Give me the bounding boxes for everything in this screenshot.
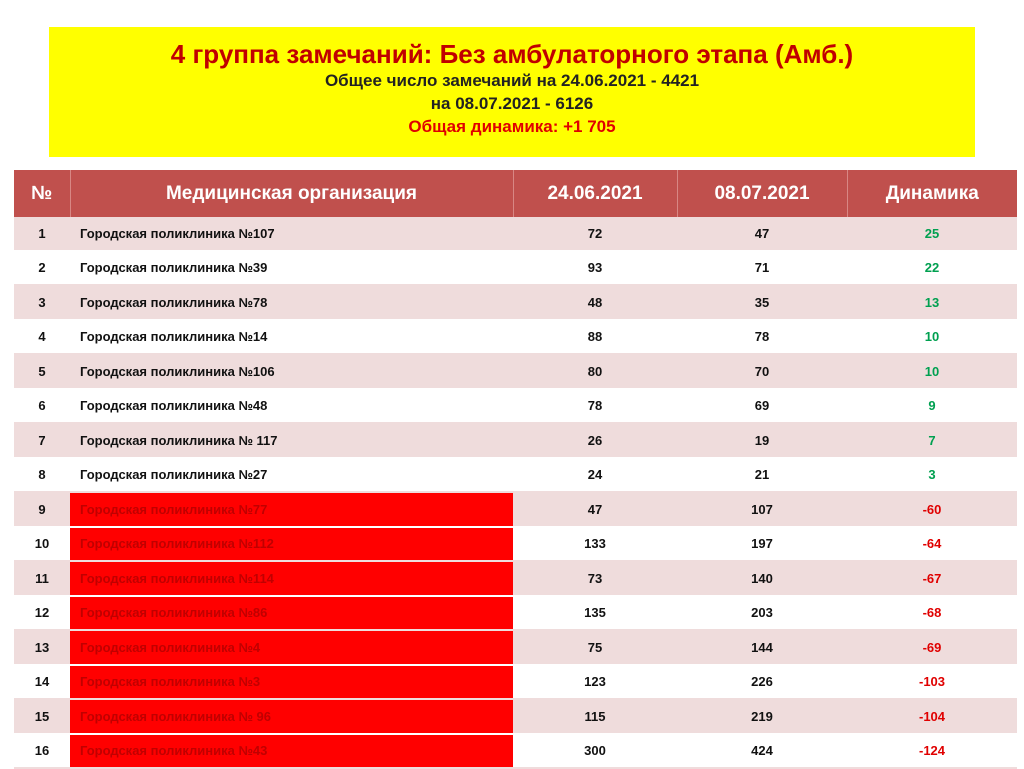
organization-name: Городская поликлиника №48 xyxy=(70,389,513,424)
dynamics-value: -67 xyxy=(847,561,1017,596)
table-row xyxy=(14,699,1017,734)
value-2021-06-24: 48 xyxy=(513,285,677,320)
organization-name: Городская поликлиника №107 xyxy=(70,217,513,251)
value-2021-06-24: 26 xyxy=(513,423,677,458)
value-2021-07-08: 144 xyxy=(677,630,847,665)
col-header-date-1: 24.06.2021 xyxy=(513,170,677,217)
row-number: 9 xyxy=(14,492,70,527)
dynamics-value: -124 xyxy=(847,734,1017,769)
row-number: 1 xyxy=(14,217,70,251)
title-banner xyxy=(49,27,975,157)
value-2021-07-08: 140 xyxy=(677,561,847,596)
value-2021-06-24: 80 xyxy=(513,354,677,389)
organization-name: Городская поликлиника №86 xyxy=(70,596,513,631)
row-number: 2 xyxy=(14,251,70,286)
col-header-date-2: 08.07.2021 xyxy=(677,170,847,217)
row-number: 3 xyxy=(14,285,70,320)
dynamics-value: 13 xyxy=(847,285,1017,320)
organization-name: Городская поликлиника №27 xyxy=(70,458,513,493)
value-2021-06-24: 115 xyxy=(513,699,677,734)
value-2021-07-08: 47 xyxy=(677,217,847,251)
dynamics-value: -64 xyxy=(847,527,1017,562)
organization-name: Городская поликлиника №78 xyxy=(70,285,513,320)
row-number: 16 xyxy=(14,734,70,769)
table-row xyxy=(14,734,1017,769)
organization-name: Городская поликлиника №4 xyxy=(70,630,513,665)
value-2021-07-08: 226 xyxy=(677,665,847,700)
organization-name: Городская поликлиника №39 xyxy=(70,251,513,286)
value-2021-07-08: 203 xyxy=(677,596,847,631)
table-header-row xyxy=(14,170,1017,217)
table-row xyxy=(14,665,1017,700)
value-2021-07-08: 197 xyxy=(677,527,847,562)
remarks-table xyxy=(14,170,1017,769)
row-number: 15 xyxy=(14,699,70,734)
row-number: 12 xyxy=(14,596,70,631)
organization-name: Городская поликлиника №3 xyxy=(70,665,513,700)
value-2021-06-24: 88 xyxy=(513,320,677,355)
dynamics-value: -103 xyxy=(847,665,1017,700)
value-2021-07-08: 35 xyxy=(677,285,847,320)
value-2021-06-24: 24 xyxy=(513,458,677,493)
organization-name: Городская поликлиника №114 xyxy=(70,561,513,596)
table-row xyxy=(14,217,1017,251)
col-header-number: № xyxy=(14,170,70,217)
organization-name: Городская поликлиника №14 xyxy=(70,320,513,355)
col-header-dynamics: Динамика xyxy=(847,170,1017,217)
value-2021-06-24: 75 xyxy=(513,630,677,665)
table-row xyxy=(14,527,1017,562)
row-number: 5 xyxy=(14,354,70,389)
value-2021-07-08: 219 xyxy=(677,699,847,734)
table-row xyxy=(14,389,1017,424)
table-row xyxy=(14,423,1017,458)
table-row xyxy=(14,354,1017,389)
dynamics-value: 7 xyxy=(847,423,1017,458)
value-2021-07-08: 424 xyxy=(677,734,847,769)
dynamics-value: 3 xyxy=(847,458,1017,493)
col-header-organization: Медицинская организация xyxy=(70,170,513,217)
table-row xyxy=(14,492,1017,527)
value-2021-07-08: 107 xyxy=(677,492,847,527)
dynamics-value: -69 xyxy=(847,630,1017,665)
row-number: 7 xyxy=(14,423,70,458)
value-2021-06-24: 133 xyxy=(513,527,677,562)
table-row xyxy=(14,251,1017,286)
value-2021-06-24: 300 xyxy=(513,734,677,769)
value-2021-06-24: 78 xyxy=(513,389,677,424)
dynamics-value: -104 xyxy=(847,699,1017,734)
row-number: 10 xyxy=(14,527,70,562)
row-number: 6 xyxy=(14,389,70,424)
value-2021-07-08: 78 xyxy=(677,320,847,355)
value-2021-07-08: 19 xyxy=(677,423,847,458)
value-2021-06-24: 135 xyxy=(513,596,677,631)
table-row xyxy=(14,458,1017,493)
table-row xyxy=(14,561,1017,596)
dynamics-value: -68 xyxy=(847,596,1017,631)
row-number: 4 xyxy=(14,320,70,355)
value-2021-07-08: 71 xyxy=(677,251,847,286)
row-number: 11 xyxy=(14,561,70,596)
value-2021-06-24: 72 xyxy=(513,217,677,251)
table-row xyxy=(14,630,1017,665)
row-number: 14 xyxy=(14,665,70,700)
organization-name: Городская поликлиника №77 xyxy=(70,492,513,527)
total-line-2: на 08.07.2021 - 6126 xyxy=(430,94,594,113)
row-number: 8 xyxy=(14,458,70,493)
value-2021-07-08: 70 xyxy=(677,354,847,389)
table-row xyxy=(14,596,1017,631)
dynamics-value: 22 xyxy=(847,251,1017,286)
value-2021-07-08: 69 xyxy=(677,389,847,424)
organization-name: Городская поликлиника №106 xyxy=(70,354,513,389)
value-2021-06-24: 123 xyxy=(513,665,677,700)
slide-title: 4 группа замечаний: Без амбулаторного этапа (Амб.) xyxy=(170,39,854,69)
dynamics-value: 9 xyxy=(847,389,1017,424)
value-2021-06-24: 47 xyxy=(513,492,677,527)
dynamics-value: 10 xyxy=(847,354,1017,389)
dynamics-value: 10 xyxy=(847,320,1017,355)
overall-dynamics: Общая динамика: +1 705 xyxy=(408,117,616,136)
organization-name: Городская поликлиника №43 xyxy=(70,734,513,769)
organization-name: Городская поликлиника №112 xyxy=(70,527,513,562)
total-line-1: Общее число замечаний на 24.06.2021 - 4421 xyxy=(324,71,700,90)
table-row xyxy=(14,320,1017,355)
table-row xyxy=(14,285,1017,320)
dynamics-value: -60 xyxy=(847,492,1017,527)
row-number: 13 xyxy=(14,630,70,665)
organization-name: Городская поликлиника № 117 xyxy=(70,423,513,458)
value-2021-06-24: 73 xyxy=(513,561,677,596)
value-2021-07-08: 21 xyxy=(677,458,847,493)
value-2021-06-24: 93 xyxy=(513,251,677,286)
organization-name: Городская поликлиника № 96 xyxy=(70,699,513,734)
dynamics-value: 25 xyxy=(847,217,1017,251)
